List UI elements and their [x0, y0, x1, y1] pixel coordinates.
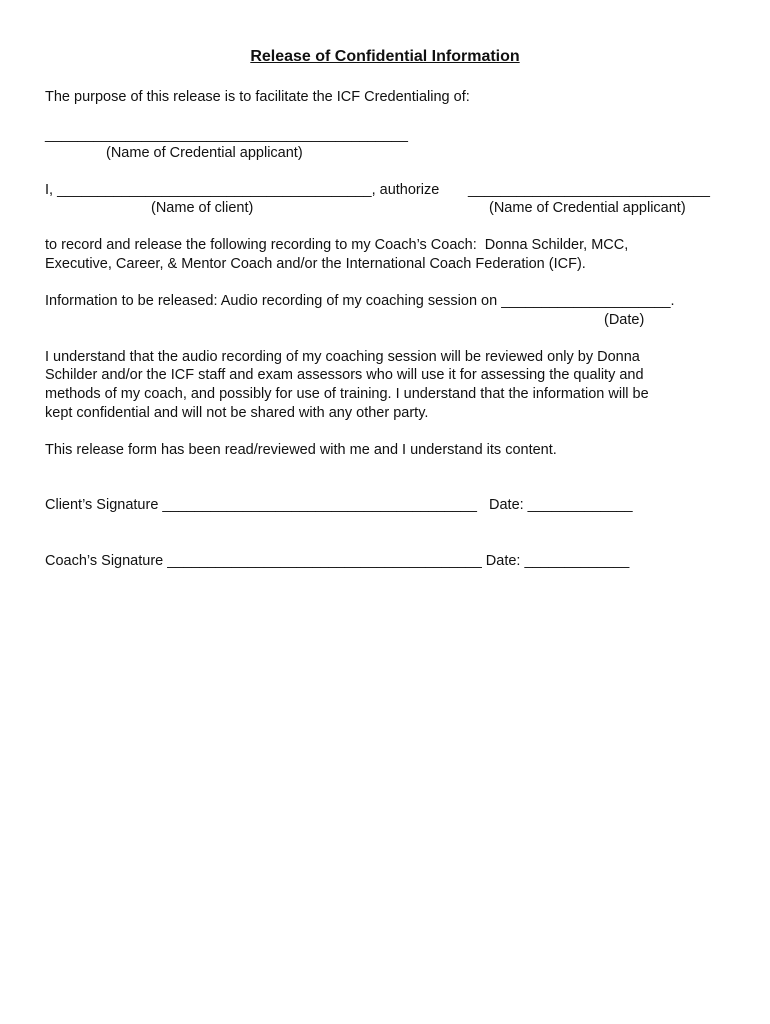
understand-line-2: Schilder and/or the ICF staff and exam assessors who will use it for assessing the quality and	[45, 367, 644, 383]
coach-signature-line: Coach’s Signature _______________________________________ Date: _____________	[45, 553, 630, 569]
applicant-name-blank: _____________________________________________	[45, 127, 408, 143]
authorize-line: I, _______________________________________, authorize	[45, 182, 440, 198]
applicant-name-caption: (Name of Credential applicant)	[106, 145, 303, 161]
credential-applicant-caption: (Name of Credential applicant)	[489, 200, 686, 216]
record-release-line-1: to record and release the following recording to my Coach’s Coach: Donna Schilder, MCC,	[45, 237, 629, 253]
intro-text: The purpose of this release is to facilitate the ICF Credentialing of:	[45, 89, 470, 105]
information-released-line: Information to be released: Audio recording of my coaching session on _____________________.	[45, 293, 675, 309]
date-caption: (Date)	[604, 312, 645, 328]
understand-line-1: I understand that the audio recording of my coaching session will be reviewed only by Donna	[45, 349, 640, 365]
client-signature-line: Client’s Signature _______________________________________ Date: _____________	[45, 497, 633, 513]
client-name-caption: (Name of client)	[151, 200, 254, 216]
credential-applicant-blank: ______________________________	[468, 182, 710, 198]
understand-line-4: kept confidential and will not be shared with any other party.	[45, 405, 429, 421]
page-title: Release of Confidential Information	[250, 48, 520, 65]
understand-line-3: methods of my coach, and possibly for use of training. I understand that the information will be	[45, 386, 649, 402]
record-release-line-2: Executive, Career, & Mentor Coach and/or the International Coach Federation (ICF).	[45, 256, 586, 272]
reviewed-statement: This release form has been read/reviewed with me and I understand its content.	[45, 442, 557, 458]
